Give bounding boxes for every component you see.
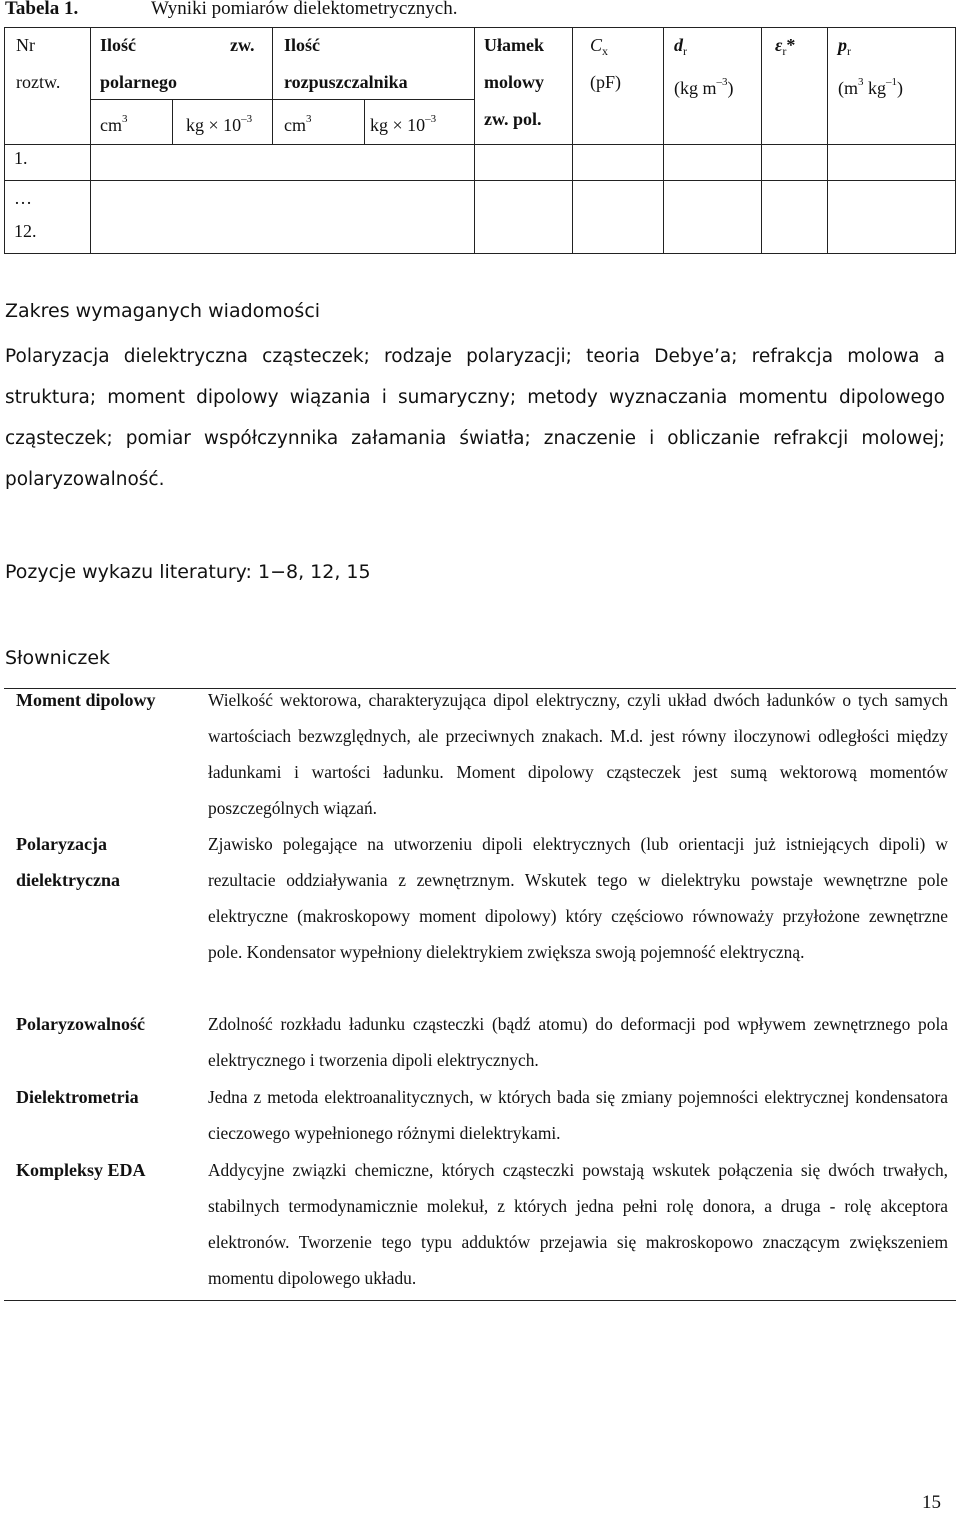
header-epsilon: $\varepsilon_r*$ bbox=[775, 35, 796, 58]
unit-kg-solvent: kg × $10^{-3}$ bbox=[370, 113, 437, 135]
scope-text: Polaryzacja dielektryczna cząsteczek; rodzaje polaryzacji; teoria Debye’a; refrakcja molowa a struktura; moment dipolowy wiązania i sumaryczny; metody wyznaczania momentu dipolowego cząsteczek; pomiar współczynnika załamania światła; znaczenie i obliczanie refrakcji molowej; polaryzowalność. bbox=[5, 346, 945, 490]
literature-value: 1−8, 12, 15 bbox=[258, 561, 371, 583]
header-cx: $C_x$ bbox=[590, 35, 609, 58]
header-ilosc-zw: Ilość bbox=[100, 35, 136, 55]
header-roztw: roztw. bbox=[16, 72, 61, 92]
row-label-first: 1. bbox=[14, 148, 28, 168]
header-cx-unit: (pF) bbox=[590, 72, 621, 92]
header-dr: $d_r$ bbox=[674, 35, 687, 58]
glossary-definition: Jedna z metoda elektroanalitycznych, w których bada się zmiany pojemności elektrycznej kondensatora cieczowego wypełnionego różnymi dielektrykami. bbox=[208, 1087, 948, 1143]
caption-text: Wyniki pomiarów dielektometrycznych. bbox=[151, 0, 458, 19]
header-dr-unit: (kg $m^{-3}$) bbox=[674, 76, 734, 98]
glossary-term: Dielektrometria bbox=[16, 1087, 139, 1107]
unit-cm3-polar: $cm^3$ bbox=[100, 113, 128, 135]
header-zw-pol: zw. pol. bbox=[484, 109, 542, 129]
scope-title: Zakres wymaganych wiadomości bbox=[5, 300, 321, 322]
glossary-definition: Zdolność rozkładu ładunku cząsteczki (bądź atomu) do deformacji pod wpływem zewnętrznego pola elektrycznego i tworzenia dipoli elektrycznych. bbox=[208, 1014, 948, 1070]
header-molowy: molowy bbox=[484, 72, 544, 92]
row-label-last: 12. bbox=[14, 221, 37, 241]
header-pr-unit: ($m^3$ $kg^{-1}$) bbox=[838, 76, 903, 98]
literature-title: Pozycje wykazu literatury: bbox=[5, 561, 252, 583]
page-number: 15 bbox=[922, 1492, 941, 1513]
row-label-ellipsis: … bbox=[14, 188, 32, 208]
literature-line bbox=[5, 561, 371, 583]
header-rozpuszczalnika: rozpuszczalnika bbox=[284, 72, 408, 92]
header-zw: zw. bbox=[230, 35, 255, 55]
table-caption bbox=[5, 0, 458, 20]
glossary-definition: Addycyjne związki chemiczne, których cząsteczki powstają wskutek połączenia się dwóch trwałych, stabilnych termodynamicznie molekuł, z których jedna pełni rolę donora, a druga - rolę akceptora elektronów. Tworzenie tego typu adduktów przejawia się makroskopowo znaczącym zwiększeniem momentu dipolowego układu. bbox=[208, 1160, 948, 1288]
glossary-term: Polaryzowalność bbox=[16, 1014, 145, 1034]
glossary-definition: Wielkość wektorowa, charakteryzująca dipol elektryczny, czyli układ dwóch ładunków o tych samych wartościach bezwzględnych, ale przeciwnych znakach. M.d. jest równy iloczynowi odległości między ładunkami i wartości ładunku. Moment dipolowy cząsteczek jest sumą wektorową momentów poszczególnych wiązań. bbox=[208, 690, 948, 818]
glossary-title: Słowniczek bbox=[5, 647, 111, 669]
header-ulamek: Ułamek bbox=[484, 35, 544, 55]
header-ilosc-rozp: Ilość bbox=[284, 35, 320, 55]
caption-label: Tabela 1. bbox=[5, 0, 79, 19]
glossary-definition: Zjawisko polegające na utworzeniu dipoli elektrycznych (lub orientacji już istniejących dipoli) w rezultacie oddziaływania z zewnętrznym. Wskutek tego w dielektryku powstaje wewnętrzne pole elektryczne (makroskopowy moment dipolowy) który częściowo równoważy przyłożone zewnętrzne pole. Kondensator wypełniony dielektrykiem zwiększa swoją pojemność elektryczną. bbox=[208, 834, 948, 962]
header-pr: $p_r$ bbox=[838, 35, 851, 58]
unit-cm3-solvent: $cm^3$ bbox=[284, 113, 312, 135]
unit-kg-polar: kg × $10^{-3}$ bbox=[186, 113, 253, 135]
glossary-term: Moment dipolowy bbox=[16, 690, 156, 710]
header-polarnego: polarnego bbox=[100, 72, 178, 92]
glossary-term: Kompleksy EDA bbox=[16, 1160, 146, 1180]
glossary-term: Polaryzacja dielektryczna bbox=[16, 834, 120, 890]
results-table bbox=[4, 27, 956, 254]
glossary-bottom-rule bbox=[4, 1300, 956, 1301]
header-nr: Nr bbox=[16, 35, 35, 55]
